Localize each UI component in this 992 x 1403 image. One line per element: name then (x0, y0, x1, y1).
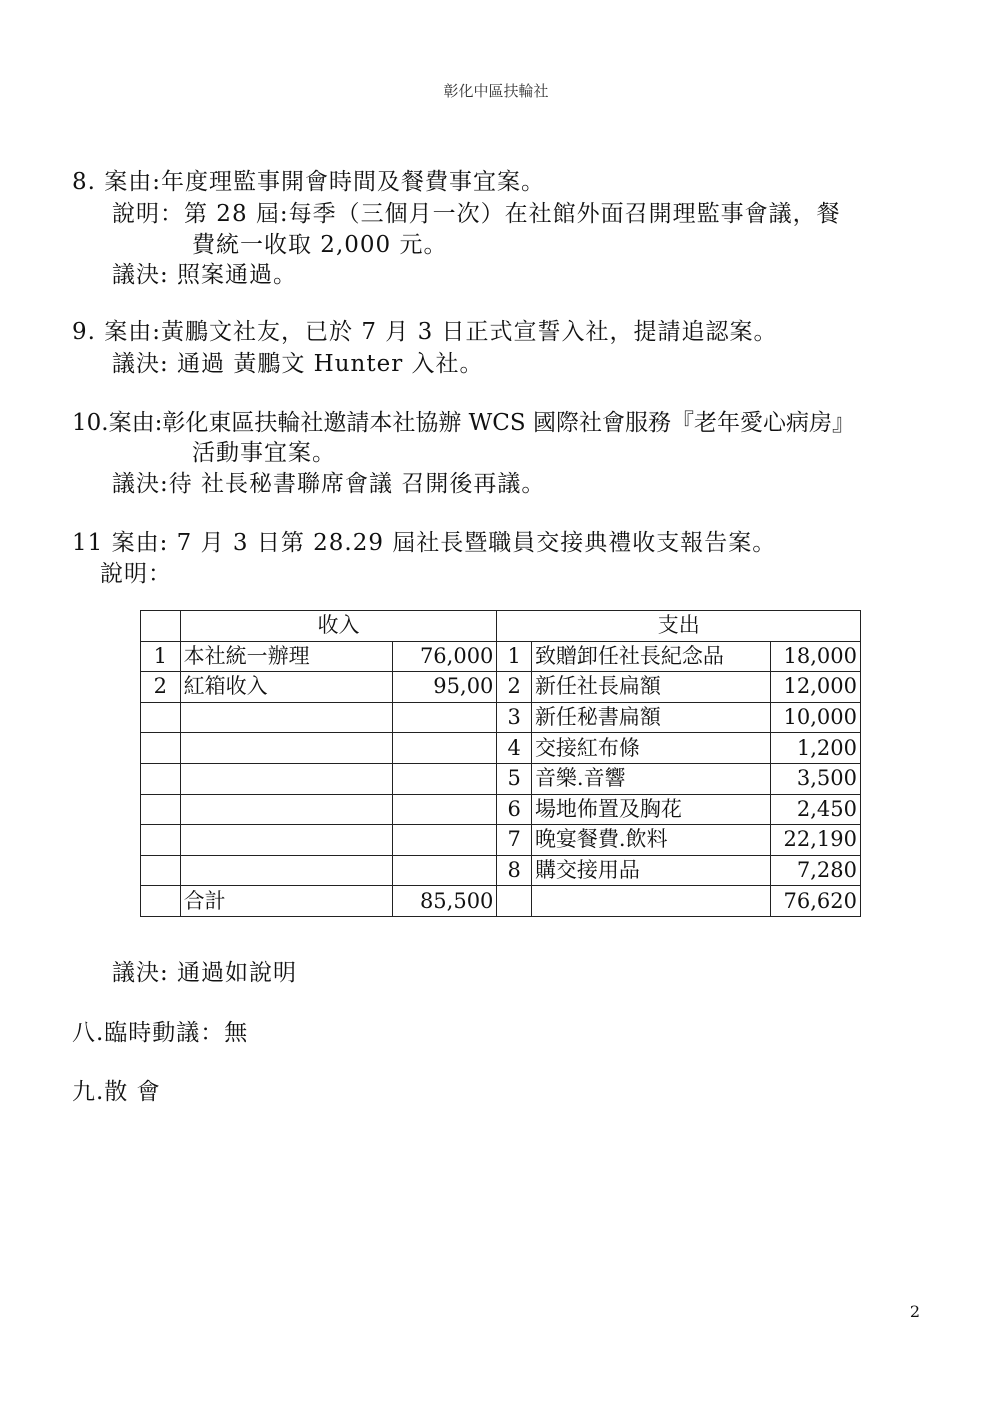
expense-name-cell: 音樂.音響 (531, 763, 770, 794)
total-blank-cell (141, 886, 181, 917)
item-11-title: 11 案由: 7 月 3 日第 28.29 屆社長暨職員交接典禮收支報告案。 (72, 530, 777, 556)
table-row (141, 641, 861, 672)
expense-name-cell: 場地佈置及胸花 (531, 794, 770, 825)
income-no-cell (141, 733, 181, 764)
item-8-title: 8. 案由:年度理監事開會時間及餐費事宜案。 (72, 169, 546, 195)
income-name-cell (180, 794, 392, 825)
table-row (141, 794, 861, 825)
page-header: 彰化中區扶輪社 (443, 82, 549, 100)
table-row (141, 825, 861, 856)
income-amount-cell (392, 702, 497, 733)
income-total-cell: 85,500 (392, 886, 497, 917)
expense-no-cell: 4 (497, 733, 532, 764)
income-amount-cell (392, 855, 497, 886)
income-name-cell (180, 855, 392, 886)
item-8-resolution: 議決: 照案通過。 (112, 262, 298, 288)
total-label-cell: 合計 (180, 886, 392, 917)
expense-name-cell: 晚宴餐費.飲料 (531, 825, 770, 856)
expense-no-cell: 5 (497, 763, 532, 794)
expense-no-cell: 6 (497, 794, 532, 825)
income-expense-table (140, 610, 861, 917)
expense-name-cell: 致贈卸任社長紀念品 (531, 641, 770, 672)
item-9-title: 9. 案由:黃鵬文社友，已於 7 月 3 日正式宣誓入社，提請追認案。 (72, 319, 778, 345)
income-no-cell (141, 855, 181, 886)
income-no-cell (141, 794, 181, 825)
income-name-cell (180, 763, 392, 794)
expense-name-cell: 購交接用品 (531, 855, 770, 886)
expense-no-cell: 2 (497, 672, 532, 703)
expense-no-cell: 3 (497, 702, 532, 733)
item-8-description-cont: 費統一收取 2,000 元。 (192, 232, 448, 258)
income-amount-cell (392, 763, 497, 794)
expense-amount-cell: 18,000 (770, 641, 860, 672)
income-no-cell (141, 825, 181, 856)
section-extempore-motion: 八.臨時動議：無 (72, 1020, 249, 1046)
table-total-row (141, 886, 861, 917)
income-no-cell: 2 (141, 672, 181, 703)
header-blank-cell (141, 611, 181, 642)
item-10-title-cont: 活動事宜案。 (192, 440, 336, 466)
expense-name-cell: 新任秘書扁額 (531, 702, 770, 733)
income-amount-cell (392, 794, 497, 825)
item-10-resolution: 議決:待 社長秘書聯席會議 召開後再議。 (112, 471, 546, 497)
table-row (141, 763, 861, 794)
table-row (141, 855, 861, 886)
expense-amount-cell: 1,200 (770, 733, 860, 764)
expense-header: 支出 (497, 611, 861, 642)
expense-name-cell: 交接紅布條 (531, 733, 770, 764)
table-row (141, 733, 861, 764)
table-header-row (141, 611, 861, 642)
expense-no-cell: 7 (497, 825, 532, 856)
total-blank-cell (531, 886, 770, 917)
expense-amount-cell: 7,280 (770, 855, 860, 886)
item-11-description: 說明： (100, 561, 172, 587)
income-header: 收入 (180, 611, 497, 642)
total-blank-cell (497, 886, 532, 917)
expense-amount-cell: 2,450 (770, 794, 860, 825)
expense-amount-cell: 22,190 (770, 825, 860, 856)
income-amount-cell: 95,00 (392, 672, 497, 703)
item-8-description: 說明：第 28 屆:每季（三個月一次）在社館外面召開理監事會議，餐 (112, 201, 841, 227)
income-no-cell: 1 (141, 641, 181, 672)
item-11-resolution: 議決: 通過如說明 (112, 960, 298, 986)
expense-total-cell: 76,620 (770, 886, 860, 917)
income-amount-cell (392, 733, 497, 764)
income-name-cell (180, 825, 392, 856)
income-name-cell (180, 733, 392, 764)
income-name-cell: 本社統一辦理 (180, 641, 392, 672)
expense-amount-cell: 3,500 (770, 763, 860, 794)
item-10-title: 10.案由:彰化東區扶輪社邀請本社協辦 WCS 國際社會服務『老年愛心病房』 (72, 410, 855, 436)
income-amount-cell: 76,000 (392, 641, 497, 672)
table-row (141, 672, 861, 703)
expense-no-cell: 8 (497, 855, 532, 886)
expense-no-cell: 1 (497, 641, 532, 672)
expense-amount-cell: 12,000 (770, 672, 860, 703)
expense-amount-cell: 10,000 (770, 702, 860, 733)
section-adjourn: 九.散 會 (72, 1079, 161, 1105)
income-name-cell: 紅箱收入 (180, 672, 392, 703)
item-9-resolution: 議決: 通過 黃鵬文 Hunter 入社。 (112, 351, 484, 377)
income-no-cell (141, 702, 181, 733)
income-amount-cell (392, 825, 497, 856)
page-number: 2 (909, 1302, 920, 1321)
table-row (141, 702, 861, 733)
income-no-cell (141, 763, 181, 794)
expense-name-cell: 新任社長扁額 (531, 672, 770, 703)
income-name-cell (180, 702, 392, 733)
